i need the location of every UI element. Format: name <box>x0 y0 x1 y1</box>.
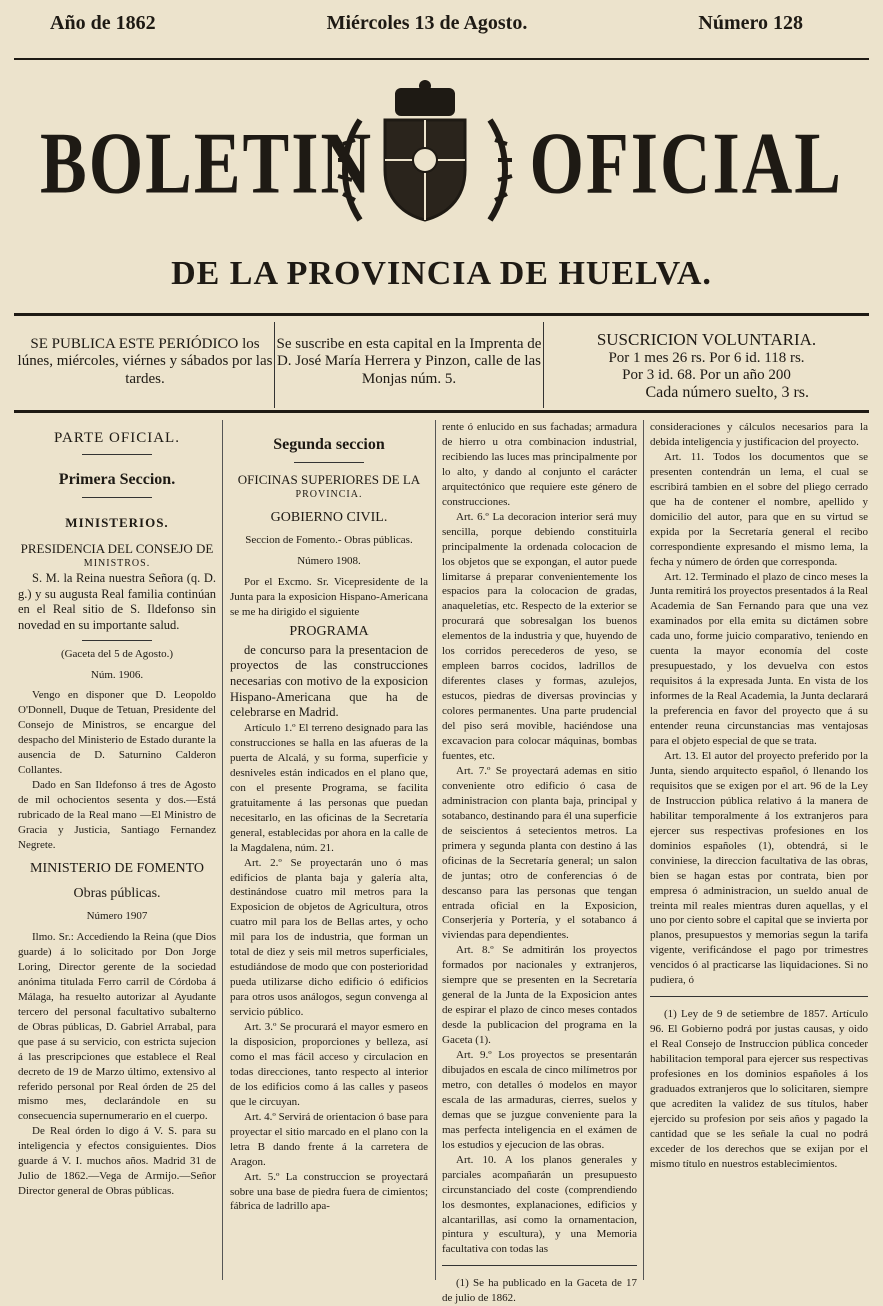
article: Art. 2.º Se proyectarán uno ó mas edificios de planta baja y galería alta, destinándose cuatro mil metros para la Exposicion de objetos de Agricultura, otros cuatro mil para los de Bellas artes, y ocho mil para los de industria, que forman un total de diez y seis mil metros superficiales, estudiándose de modo que con posterioridad pueda utilizarse dicho edificio ó edificios para otros usos análogos, segun convenga al servicio público. <box>230 856 428 1019</box>
article: Art. 7.º Se proyectará ademas en sitio conveniente otro edificio ó casa de administracion con planta baja, principal y sotabanco, destinando para él una superficie de seiscientos á setecientos metros. La primera y segunda planta con destino á las oficinas de la Secretaría general; un salon de juntas; otro de conferencias ó de descanso para las personas que tengan entrada oficial en la Exposicion, Conserjería y Portería, y el sotabanco á viviendas para dependientes. <box>442 764 637 942</box>
gaceta-ref: (Gaceta del 5 de Agosto.) <box>60 647 174 660</box>
government-heading: GOBIERNO CIVIL. <box>270 510 388 526</box>
article: Art. 10. A los planos generales y parciales acompañarán un presupuesto circunstanciado del coste (comprendiendo los desmontes, explanaciones, edificios y alcantarillas, así como la ornamentacion, pintura y escultura), y una Memoria facultativa con todas las <box>442 1153 637 1256</box>
section-title: Segunda seccion <box>273 436 385 453</box>
ornament-rule <box>294 462 364 463</box>
subscription-prices <box>544 322 869 408</box>
article: Art. 11. Todos los documentos que se presenten contendrán un lema, el cual se escribirá tambien en el sobre del pliego cerrado que ha de contener el nombre, apellido y domicilio del autor, para que en su virtud se expida por la Secretaría general el recibo correspondiente expresando el mismo lema, la fecha y número de órden que corresponda. <box>650 450 868 568</box>
date-label: Miércoles 13 de Agosto. <box>326 12 528 34</box>
paragraph: Por el Excmo. Sr. Vicepresidente de la Junta para la exposicion Hispano-Americana se me ha dirigido el siguiente <box>230 575 428 618</box>
coat-of-arms-icon <box>330 80 520 230</box>
footnote-rule <box>442 1265 637 1266</box>
offices-heading: OFICINAS SUPERIORES DE LA <box>237 471 421 487</box>
presidency-heading: PRESIDENCIA DEL CONSEJO DE <box>20 540 214 556</box>
article: Art. 4.º Servirá de orientacion ó base para proyectar el sitio marcado en el plano con la letra B dando frente á la carretera de Aragon. <box>230 1110 428 1168</box>
item-number: Núm. 1906. <box>90 668 144 681</box>
article: Art. 5.º La construccion se proyectará sobre una base de piedra fuera de cimientos; fábrica de ladrillo apa- <box>230 1170 428 1213</box>
masthead <box>40 90 843 230</box>
publish-schedule: SE PUBLICA ESTE PERIÓDICO los lúnes, miércoles, viérnes y sábados por las tardes. <box>16 322 275 408</box>
ornament-rule <box>82 454 152 455</box>
column-3 <box>442 420 637 1305</box>
column-divider <box>222 420 223 1280</box>
publication-info <box>16 322 869 408</box>
item-number: Número 1908. <box>297 555 361 567</box>
article: Art. 6.º La decoracion interior será muy sencilla, porque debiendo constituirla principalmente la ordenada colocacion de los objetos que se expongan, el autor puede limitarse á preparar convenientemente los espacios para la colocacion de gradas, anaqueletías, etc. Respecto de la exterior se procurará que sobresalgan los buenos elementos de la industria y que, huyendo de los corridos perecederos de yeso, se empleen barros cocidos, ladrillos de diferentes clases y formas, azulejos, estucos, piedras de diversas provincias y colores permanentes. Una parte prudencial del piso será movible, haciéndose una excavacion para colocar máquinas, bombas fuentes, etc. <box>442 510 637 762</box>
masthead-right: OFICIAL <box>529 116 843 213</box>
info-top-rule <box>14 313 869 316</box>
paragraph: rente ó enlucido en sus fachadas; armadura de hierro u otra combinacion industrial, recibiendo las luces mas principalmente por lo alto, y dando al conjunto el carácter arquitectónico que requiere este género de construcciones. <box>442 421 637 508</box>
column-divider <box>435 420 436 1280</box>
paragraph: Dado en San Ildefonso á tres de Agosto de mil ochocientos sesenta y dos.—Está rubricado de la Real mano —El Ministro de Gracia y Justicia, Santiago Fernandez Negrete. <box>18 779 216 852</box>
paragraph: consideraciones y cálculos necesarios para la debida inteligencia y justificacion del proyecto. <box>650 421 868 448</box>
ornament-rule <box>82 640 152 641</box>
footnote: (1) Ley de 9 de setiembre de 1857. Artículo 96. El Gobierno podrá por justas causas, y oido el Real Consejo de Instruccion pública conceder habilitacion temporal para ejercer sus respectivas profesiones en los dominios españoles á los graduados extranjeros que lo solicitaren, siempre que acrediten la validez de sus títulos, haber ejercido su profesion por seis años y pagado la cantidad que se les señale la cual no podrá exceder de los derechos que se exijan por el mismo título en nuestros establecimientos. <box>650 1008 868 1170</box>
footnote-rule <box>650 996 868 997</box>
subsection-heading: Obras públicas. <box>73 886 161 901</box>
article: Art. 12. Terminado el plazo de cinco meses la Junta remitirá los proyectos presentados á la Real Academia de San Fernando para que una vez examinados por ella emita su dictámen sobre cada uno, forme juicio comparativo, teniendo en cuenta la mayor economía del coste presupuestado, y los devuelva con estos requisitos á la expresada Junta. En vista de los informes de la Real Academia, la Junta declarará la preferencia en favor del proyecto que á su entender reuna circunstancias mas ventajosas para el objeto especial de que se trata. <box>650 570 868 748</box>
column-1 <box>18 420 216 1280</box>
ministers-heading: MINISTROS. <box>83 558 151 570</box>
article: Art. 9.º Los proyectos se presentarán dibujados en escala de cinco milímetros por metro, con detalles ó modelos en mayor escala de las armaduras, cierres, suelos y demas que se juzgue conveniente para la mas perfecta inteligencia en el exámen de los estudios y ejecucion de las obras. <box>442 1049 637 1151</box>
prices-line-3: Cada número suelto, 3 rs. <box>645 384 809 402</box>
column-4 <box>650 420 868 1280</box>
issue-number: Número 128 <box>698 12 803 34</box>
ministry-heading: MINISTERIO DE FOMENTO <box>30 860 204 876</box>
columns <box>14 420 869 1305</box>
article: Art. 13. El autor del proyecto preferido por la Junta, siendo arquitecto español, ó llenando los requisitos que se exigen por el art. 96 de la Ley de Instruccion pública relativo á la manera de habilitar temporalmente á los extranjeros para ejercer sus respectivas profesiones en los dominios españoles (1), obtendrá, si le conviniese, la direccion facultativa de las obras, bien se hagan estas por contrata, bien por empresa ó administracion, un sueldo anual de treinta mil reales mientras duren aquellas, y el uno por ciento sobre el capital que se invierta por planos, presupuestos y memorias segun la tarifa vigente, verificándose el pago por trimestres vencidos ó al practicarse las liquidaciones. Si no pudiera, ó <box>650 749 868 987</box>
column-2 <box>230 420 428 1280</box>
section-heading: PARTE OFICIAL. <box>54 430 180 446</box>
prices-line-2: Por 3 id. 68. Por un año 200 <box>622 366 791 383</box>
info-bottom-rule <box>14 410 869 413</box>
ministries-heading: MINISTERIOS. <box>65 515 169 531</box>
article: Art. 3.º Se procurará el mayor esmero en la disposicion, proporciones y belleza, así como el mas fácil acceso y circulacion en todas direcciones, tanto respecto al interior de los edificios como á las calles y paseos que le circuyan. <box>230 1021 428 1108</box>
section-title: Primera Seccion. <box>58 471 176 489</box>
province-heading: PROVINCIA. <box>295 489 363 501</box>
paragraph: S. M. la Reina nuestra Señora (q. D. g.) y su augusta Real familia continúan en el Real sitio de S. Ildefonso sin novedad en su importante salud. <box>18 571 216 632</box>
paragraph: Ilmo. Sr.: Accediendo la Reina (que Dios guarde) á lo solicitado por Don Jorge Loring, Director gerente de la sociedad anónima titulada Ferro carril de Córdoba á Málaga, ha resuelto autorizar al Ayudante tercero del personal facultativo subalterno de Obras públicas, D. Gabriel Arrabal, para que pase á su servicio, con estricta sujecion á las prescripciones que establece el Real decreto de 19 de Marzo último, extensivo al referido personal por Real órden de 25 del mismo mes, declarándole en su consecuencia supernumerario en el cuerpo. <box>18 930 216 1123</box>
program-summary: de concurso para la presentacion de proyectos de las construcciones necesarias con motivo de la exposicion Hispano-Americana que ha de celebrarse en Madrid. <box>230 642 428 720</box>
footnote: (1) Se ha publicado en la Gaceta de 17 de julio de 1862. <box>442 1277 637 1305</box>
column-divider <box>643 420 644 1280</box>
item-number: Número 1907 <box>86 910 148 923</box>
ornament-rule <box>82 497 152 498</box>
article: Art. 8.º Se admitirán los proyectos formados por nacionales y extranjeros, siempre que se presenten en la Secretaría general de la Junta de la Exposicion antes de espirar el plazo de cinco meses contados desde la publicacion del programa en la Gaceta (1). <box>442 944 637 1047</box>
program-heading: PROGRAMA <box>289 623 369 639</box>
paragraph: Vengo en disponer que D. Leopoldo O'Donnell, Duque de Tetuan, Presidente del Consejo de Ministros, se encargue del despacho del Ministerio de Estado durante la ausencia de D. Saturnino Calderon Collantes. <box>18 689 216 777</box>
paragraph: De Real órden lo digo á V. S. para su inteligencia y efectos consiguientes. Dios guarde á V. I. muchos años. Madrid 31 de Julio de 1862.—Vega de Armijo.—Señor Director general de Obras públicas. <box>18 1125 216 1198</box>
subsection-heading: Seccion de Fomento.- Obras públicas. <box>245 534 413 547</box>
top-rule <box>14 58 869 60</box>
header-line <box>50 12 803 42</box>
article: Artículo 1.º El terreno designado para las construcciones se halla en las afueras de la puerta de Alcalá, y su forma, superficie y desniveles están indicados en el plano que, con el presente Programa, se facilita gratuitamente á las personas que puedan necesitarlo, en las oficinas de la Secretaría general, establecidas por ahora en la calle de la Magdalena, núm. 21. <box>230 721 428 854</box>
prices-line-1: Por 1 mes 26 rs. Por 6 id. 118 rs. <box>608 349 805 366</box>
masthead-left: BOLETIN <box>40 116 373 213</box>
subscription-place: Se suscribe en esta capital en la Imprenta de D. José María Herrera y Pinzon, calle de las Monjas núm. 5. <box>275 322 544 408</box>
masthead-subtitle: DE LA PROVINCIA DE HUELVA. <box>171 255 712 292</box>
prices-title: SUSCRICION VOLUNTARIA. <box>596 330 817 349</box>
year-label: Año de 1862 <box>50 12 156 34</box>
